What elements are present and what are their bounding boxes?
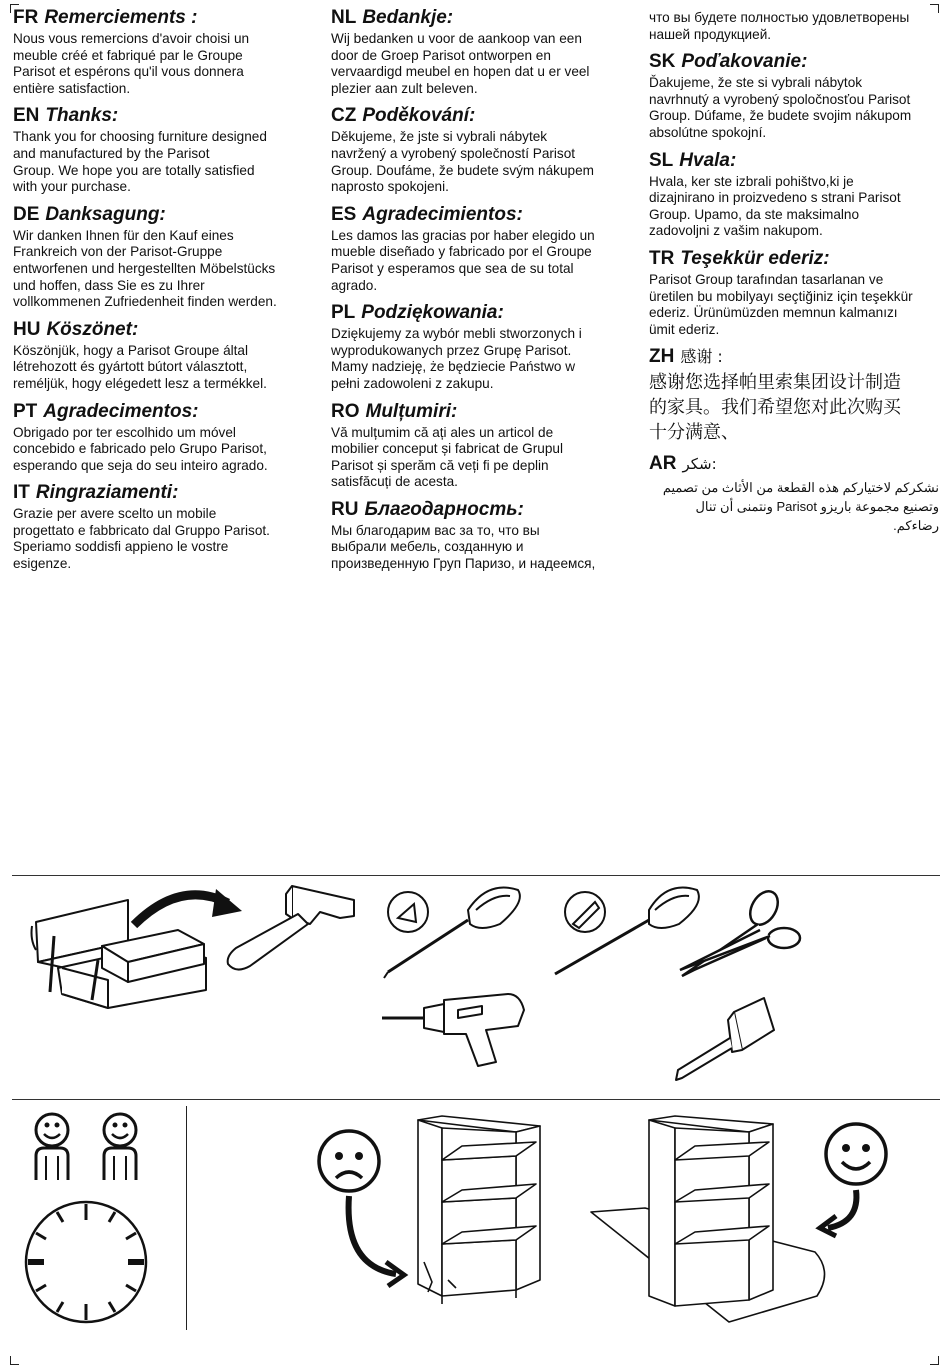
section-body: Thank you for choosing furniture designed and manufactured by the Parisot Group. We hope you are totally satisfied with your purchase. — [13, 129, 267, 195]
scissors-icon — [674, 888, 809, 983]
section-nl — [331, 6, 631, 97]
text-column-1 — [13, 6, 313, 580]
heading-word: Danksagung: — [45, 203, 166, 225]
phillips-screwdriver-icon — [380, 880, 530, 980]
section-heading — [331, 6, 631, 29]
heading-word: Köszönet: — [46, 318, 139, 340]
section-zh — [649, 345, 939, 445]
section-heading — [331, 104, 631, 127]
heading-word: Agradecimientos: — [362, 203, 523, 225]
section-heading — [13, 318, 313, 341]
language-code: PL — [331, 302, 356, 324]
heading-word: Agradecimentos: — [43, 400, 199, 422]
section-ro — [331, 400, 631, 491]
section-heading — [13, 400, 313, 423]
heading-word: Благодарность: — [364, 498, 524, 520]
section-body: Vă mulțumim că ați ales un articol de mobilier conceput și fabricat de Grupul Parisot și sperăm că veți fi pe deplin satisfăcuți de acesta. — [331, 424, 563, 490]
section-body: Parisot Group tarafından tasarlanan ve üretilen bu mobilyayı seçtiğiniz için teşekkür ederiz. Ürünümüzden memnun kalmanızı ümit ederiz. — [649, 271, 913, 337]
language-code: FR — [13, 7, 39, 28]
two-people-icon — [30, 1110, 145, 1185]
section-heading — [649, 149, 939, 172]
language-code: CZ — [331, 105, 357, 127]
section-body: Obrigado por ter escolhido um móvel concebido e fabricado pelo Grupo Parisot, esperando que seja do seu inteiro agrado. — [13, 424, 268, 473]
divider-bottom — [12, 1099, 940, 1100]
divider-top — [12, 875, 940, 876]
section-body: Nous vous remercions d'avoir choisi un meuble créé et fabriqué par le Groupe Parisot et espérons qu'il vous donnera entière satisfaction. — [13, 31, 250, 96]
crop-mark-bottom-right — [930, 1356, 939, 1365]
sad-face-icon — [316, 1126, 426, 1286]
heading-word: Teşekkür ederiz: — [680, 247, 830, 269]
section-it — [13, 481, 313, 572]
language-code: AR — [649, 453, 677, 475]
section-body: Wij bedanken u voor de aankoop van een door de Groep Parisot ontworpen en vervaardigd meubel en hopen dat u er veel plezier aan zult beleven. — [331, 31, 590, 96]
language-code: DE — [13, 203, 40, 225]
section-heading — [331, 203, 631, 226]
section-ru-continued — [649, 10, 939, 43]
section-sk — [649, 50, 939, 141]
section-heading — [649, 345, 939, 368]
language-code: PT — [13, 400, 38, 422]
section-body: Děkujeme, že jste si vybrali nábytek navržený a vyrobený společností Parisot Group. Doufáme, že budete svým nákupem naprosto spokojeni. — [331, 129, 594, 195]
section-pt — [13, 400, 313, 475]
section-body: Grazie per avere scelto un mobile progettato e fabbricato dal Gruppo Parisot. Speriamo soddisfi appieno le vostre esigenze. — [13, 506, 270, 572]
tape-measure-icon — [672, 990, 782, 1085]
divider-vertical — [186, 1106, 187, 1330]
section-ru — [331, 498, 631, 573]
heading-word: Bedankje: — [362, 7, 454, 28]
language-code: HU — [13, 318, 41, 340]
section-heading — [13, 203, 313, 226]
section-body: Les damos las gracias por haber elegido un mueble diseñado y fabricado por el Groupe Parisot y esperamos que sea de su total agrado. — [331, 227, 595, 293]
section-body: Köszönjük, hogy a Parisot Groupe által létrehozott és gyártott bútort választott, reméljük, hogy elégedett lesz a termékkel. — [13, 342, 267, 391]
text-column-2 — [331, 6, 631, 580]
section-heading — [649, 50, 939, 73]
heading-word: Remerciements : — [44, 7, 198, 28]
language-code: SL — [649, 149, 674, 171]
section-es — [331, 203, 631, 294]
section-en — [13, 104, 313, 195]
section-ar — [649, 452, 939, 535]
section-tr — [649, 247, 939, 338]
clock-icon — [22, 1198, 150, 1326]
section-heading — [331, 498, 631, 521]
heading-word: Podziękowania: — [361, 302, 504, 324]
language-code: ES — [331, 203, 357, 225]
section-body: Wir danken Ihnen für den Kauf eines Frankreich von der Parisot-Gruppe entworfenen und hergestellten Möbelstücks und hoffen, dass Sie es zu Ihrer vollkommenen Zufriedenheit finden werden. — [13, 227, 277, 310]
crop-mark-bottom-left — [10, 1356, 19, 1365]
section-heading — [331, 400, 631, 423]
heading-word: Poděkování: — [362, 105, 476, 127]
section-body: Hvala, ker ste izbrali pohištvo,ki je dizajnirano in proizvedeno s strani Parisot Group. Upamo, da ste maksimalno zadovoljni z vašim nakupom. — [649, 173, 901, 239]
language-code: TR — [649, 247, 675, 269]
language-code: SK — [649, 51, 676, 73]
section-body: что вы будете полностью удовлетворены нашей продукцией. — [649, 10, 910, 42]
section-heading — [13, 481, 313, 504]
section-pl — [331, 301, 631, 392]
section-heading — [649, 247, 939, 270]
bookcase-on-mat-icon — [585, 1112, 835, 1327]
language-code: ZH — [649, 346, 675, 368]
language-code: RO — [331, 400, 360, 422]
hammer-icon — [222, 884, 362, 974]
section-sl — [649, 149, 939, 240]
section-fr — [13, 6, 313, 97]
section-heading — [331, 301, 631, 324]
section-body: نشكركم لاختياركم هذه القطعة من الأثاث من تصميم وتصنيع مجموعة باريزو Parisot ونتمنى أن تنال رضاءكم. — [662, 480, 939, 534]
language-code: EN — [13, 105, 40, 127]
bookcase-scratched-icon — [412, 1112, 544, 1312]
section-cz — [331, 104, 631, 195]
heading-word: Hvala: — [679, 149, 737, 171]
language-code: RU — [331, 498, 359, 520]
heading-word: Thanks: — [45, 105, 119, 127]
heading-word: Ringraziamenti: — [35, 482, 179, 504]
section-heading — [13, 6, 313, 29]
heading-word: 感谢 : — [680, 347, 723, 367]
section-de — [13, 203, 313, 311]
section-body: 感谢您选择帕里索集团设计制造 的家具。我们希望您对此次购买 十分满意、 — [649, 372, 901, 444]
text-column-3 — [649, 10, 939, 542]
language-code: NL — [331, 7, 357, 28]
heading-word: Poďakovanie: — [681, 51, 808, 73]
section-body: Мы благодарим вас за то, что вы выбрали мебель, созданную и произведенную Груп Паризо, и надеемся, — [331, 522, 596, 572]
heading-word: شكر: — [682, 455, 717, 474]
language-code: IT — [13, 482, 30, 504]
section-body: Ďakujeme, že ste si vybrali nábytok navrhnutý a vyrobený spoločnosťou Parisot Group. Dúfame, že budete svojim nákupom absolútne spokojní. — [649, 75, 912, 140]
section-heading — [13, 104, 313, 127]
section-body: Dziękujemy za wybór mebli stworzonych i wyprodukowanych przez Grupę Parisot. Mamy nadzieję, że będziecie Państwo w pełni zadowoleni z zakupu. — [331, 326, 582, 391]
heading-word: Mulțumiri: — [365, 400, 458, 422]
drill-icon — [378, 990, 538, 1070]
section-hu — [13, 318, 313, 393]
section-heading — [649, 452, 939, 476]
happy-face-icon — [812, 1118, 892, 1238]
